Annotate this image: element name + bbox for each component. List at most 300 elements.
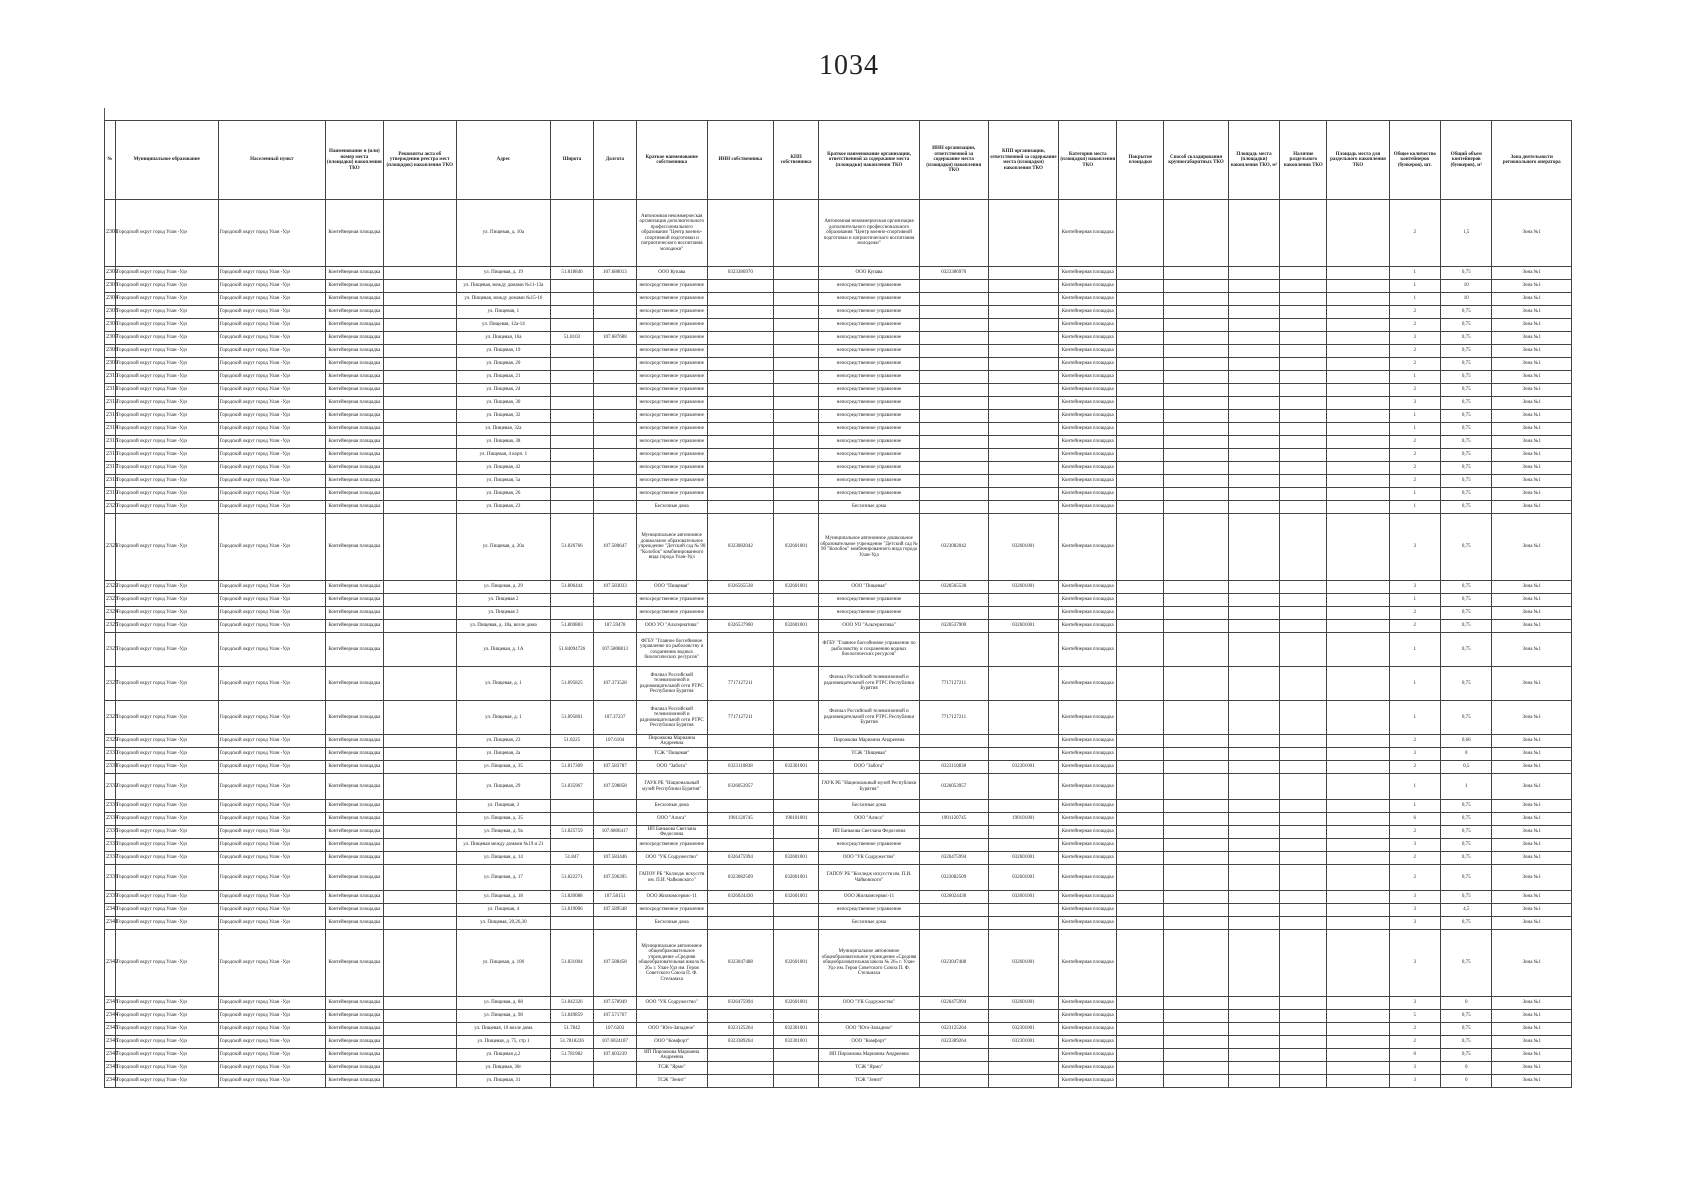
table-cell [774,501,819,514]
table-cell: Контейнерная площадка [1059,930,1117,997]
table-cell: 0323125264 [919,1023,988,1036]
header-cell: Общее количество контейнеров (бункеров), шт. [1389,121,1440,200]
table-cell [383,410,456,423]
table-cell [383,436,456,449]
table-cell: ул. Пищевая, 31 [456,1075,550,1088]
table-cell [1228,358,1279,371]
table-cell [988,332,1059,345]
table-cell [988,800,1059,813]
table-cell [1228,852,1279,865]
table-cell [593,1062,636,1075]
table-row [105,267,1572,280]
table-cell [1117,997,1164,1010]
table-cell [1327,384,1389,397]
table-cell [1228,410,1279,423]
table-cell: 2 [1389,865,1440,891]
table-cell [1228,397,1279,410]
table-cell: Контейнерная площадка [1059,1062,1117,1075]
table-cell [1228,735,1279,748]
row-number-cell: 2323 [105,594,116,607]
table-cell [1228,1075,1279,1088]
table-cell [988,904,1059,917]
table-cell: Контейнерная площадка [1059,475,1117,488]
row-number-cell: 2306 [105,319,116,332]
table-cell [1117,667,1164,701]
table-cell: Городской округ город Улан -Удэ [115,917,218,930]
table-cell: Городской округ город Улан -Удэ [218,436,325,449]
table-cell: непосредственное управление [636,384,707,397]
table-cell [383,620,456,633]
table-row [105,865,1572,891]
row-number-cell: 2336 [105,839,116,852]
table-cell: непосредственное управление [819,423,920,436]
table-cell: 1 [1389,667,1440,701]
table-cell: Контейнерная площадка [325,1062,383,1075]
table-cell: Контейнерная площадка [1059,358,1117,371]
table-cell: Зона №1 [1492,667,1572,701]
table-cell: Контейнерная площадка [1059,306,1117,319]
table-cell: 0326475994 [919,997,988,1010]
table-cell [988,397,1059,410]
table-cell [383,306,456,319]
table-row [105,701,1572,735]
table-cell [1164,306,1228,319]
table-cell: Контейнерная площадка [1059,345,1117,358]
table-cell: 107.583787 [593,761,636,774]
row-number-cell: 2333 [105,800,116,813]
table-cell [593,594,636,607]
table-cell [551,293,594,306]
row-number-cell: 2346 [105,1036,116,1049]
table-cell [1327,1010,1389,1023]
table-cell: Городской округ город Улан -Удэ [115,1062,218,1075]
table-cell [551,1075,594,1088]
table-cell: Городской округ город Улан -Удэ [115,748,218,761]
table-cell: 032601001 [988,581,1059,594]
table-cell: Контейнерная площадка [325,423,383,436]
table-cell [707,839,773,852]
table-cell: Городской округ город Улан -Удэ [115,397,218,410]
table-cell [1280,852,1327,865]
table-cell: Контейнерная площадка [1059,200,1117,267]
table-cell: Городской округ город Улан -Удэ [218,581,325,594]
table-cell [593,1075,636,1088]
table-cell: 032601001 [774,891,819,904]
table-cell [1280,761,1327,774]
table-cell: 0326537900 [707,620,773,633]
table-cell [383,501,456,514]
table-cell: 51.7842 [551,1023,594,1036]
table-cell [1117,891,1164,904]
table-cell [919,594,988,607]
table-cell: 3 [1389,891,1440,904]
table-cell [551,462,594,475]
table-cell: Контейнерная площадка [325,410,383,423]
table-cell [1280,1010,1327,1023]
table-cell: ООО "Забота" [819,761,920,774]
table-cell [1327,488,1389,501]
table-cell [1228,904,1279,917]
table-cell [1164,436,1228,449]
table-cell: 2 [1389,384,1440,397]
table-cell: Городской округ город Улан -Удэ [115,667,218,701]
table-cell: 032301001 [988,1023,1059,1036]
table-cell: Зона №1 [1492,1023,1572,1036]
table-cell: Зона №1 [1492,839,1572,852]
table-cell: Контейнерная площадка [325,332,383,345]
table-cell [1228,449,1279,462]
table-cell [1228,1023,1279,1036]
table-cell [774,200,819,267]
table-cell [593,319,636,332]
table-cell: Контейнерная площадка [325,761,383,774]
table-row [105,371,1572,384]
table-cell: Зона №1 [1492,423,1572,436]
table-cell [551,200,594,267]
table-cell: Городской округ город Улан -Удэ [115,475,218,488]
table-cell [551,449,594,462]
table-cell: 0326475994 [919,852,988,865]
table-cell: Городской округ город Улан -Удэ [115,200,218,267]
table-cell: Контейнерная площадка [325,667,383,701]
table-cell [1117,761,1164,774]
table-cell: Зона №1 [1492,1036,1572,1049]
table-cell [1228,436,1279,449]
table-cell [707,607,773,620]
table-cell: ул. Пищевая, 23 [456,735,550,748]
table-cell: ул. Пищевая, 29 [456,774,550,800]
table-cell [1327,800,1389,813]
table-cell: Городской округ город Улан -Удэ [115,280,218,293]
table-cell: Городской округ город Улан -Удэ [218,620,325,633]
table-cell: Городской округ город Улан -Удэ [218,852,325,865]
table-cell [383,997,456,1010]
table-cell [1164,607,1228,620]
table-cell: непосредственное управление [636,488,707,501]
table-cell: 2 [1389,306,1440,319]
table-cell: ул. Пищевая 3 [456,607,550,620]
table-cell [707,594,773,607]
table-cell: 51.825759 [551,826,594,839]
table-cell: Зона №1 [1492,200,1572,267]
table-cell [551,436,594,449]
table-cell [1327,1075,1389,1088]
table-cell [1228,930,1279,997]
table-cell: Городской округ город Улан -Удэ [115,332,218,345]
table-cell: 0 [1441,748,1492,761]
header-cell: КПП собственника [774,121,819,200]
table-cell: Городской округ город Улан -Удэ [218,358,325,371]
table-cell [1117,633,1164,667]
table-cell [1280,514,1327,581]
table-cell: Городской округ город Улан -Удэ [115,826,218,839]
table-cell [774,701,819,735]
table-cell: Зона №1 [1492,293,1572,306]
table-cell [551,306,594,319]
table-cell: Контейнерная площадка [325,488,383,501]
table-cell: 1 [1389,633,1440,667]
table-cell: Контейнерная площадка [325,917,383,930]
table-cell [551,319,594,332]
table-cell [551,1062,594,1075]
table-cell: Зона №1 [1492,449,1572,462]
table-cell: ул. Пищевая, д. 18а, возле дома [456,620,550,633]
table-cell [383,1036,456,1049]
table-cell: Городской округ город Улан -Удэ [115,891,218,904]
table-cell [1280,1062,1327,1075]
table-cell: 1 [1441,774,1492,800]
table-cell [1327,293,1389,306]
table-cell [1117,488,1164,501]
table-row [105,200,1572,267]
table-cell: Контейнерная площадка [325,826,383,839]
table-cell [707,735,773,748]
table-cell [551,839,594,852]
table-cell: Городской округ город Улан -Удэ [218,930,325,997]
table-cell: Зона №1 [1492,701,1572,735]
table-cell: Городской округ город Улан -Удэ [115,449,218,462]
table-cell: Контейнерная площадка [325,1049,383,1062]
table-cell [1280,917,1327,930]
table-cell: Городской округ город Улан -Удэ [115,607,218,620]
table-cell [1164,1062,1228,1075]
table-cell: ул. Пищевая, 38 [456,436,550,449]
table-cell: 1 [1389,488,1440,501]
table-row [105,735,1572,748]
table-cell: 51.831004 [551,930,594,997]
table-cell [988,735,1059,748]
table-cell [1228,306,1279,319]
table-cell: ул. Пищевая, 2а [456,748,550,761]
table-cell: 0,75 [1441,917,1492,930]
table-cell: 0 [1441,1062,1492,1075]
row-number-cell: 2327 [105,667,116,701]
table-cell: Контейнерная площадка [325,891,383,904]
table-cell: ул. Пищевая, д. 106 [456,930,550,997]
table-cell: 107.589548 [593,904,636,917]
row-number-cell: 2320 [105,501,116,514]
table-cell [1327,735,1389,748]
table-cell [707,1049,773,1062]
table-cell: ул. Пищевая, 26 [456,488,550,501]
table-cell [593,839,636,852]
table-cell [707,384,773,397]
table-cell: ул. Пищевая, 16а [456,332,550,345]
table-cell: Контейнерная площадка [1059,620,1117,633]
table-cell [919,358,988,371]
table-cell: ул. Пищевая, д. 35 [456,813,550,826]
table-cell: 2 [1389,436,1440,449]
table-cell [988,345,1059,358]
table-cell [1280,423,1327,436]
table-cell [707,280,773,293]
table-cell [919,501,988,514]
table-cell: Зона №1 [1492,748,1572,761]
table-cell [1164,423,1228,436]
table-cell [593,462,636,475]
table-cell [551,345,594,358]
table-cell: ФГБУ "Главное бассейновое управление по рыболовству и сохранению водных биологических ресурсов" [819,633,920,667]
table-cell [919,423,988,436]
table-cell [593,488,636,501]
table-row [105,667,1572,701]
table-cell [1117,1010,1164,1023]
table-cell [707,423,773,436]
table-cell: 1 [1389,371,1440,384]
table-cell: Городской округ город Улан -Удэ [218,865,325,891]
table-cell [1164,501,1228,514]
table-cell: 3 [1389,397,1440,410]
table-cell: 0,75 [1441,501,1492,514]
table-body [105,200,1572,1088]
table-cell [1164,449,1228,462]
row-number-cell: 2307 [105,332,116,345]
table-cell [774,735,819,748]
table-cell [1164,345,1228,358]
table-cell: Бесхозные дома [636,501,707,514]
table-cell: Филиал Российской телевизионной и радиовещательной сети РТРС Республики Бурятия [819,667,920,701]
table-cell [1280,607,1327,620]
table-cell: Пирожкова Марианна Андреевна [819,735,920,748]
table-cell: 3 [1389,1075,1440,1088]
header-cell: Широта [551,121,594,200]
table-cell: Городской округ город Улан -Удэ [115,1036,218,1049]
table-cell [1164,514,1228,581]
row-number-cell: 2317 [105,462,116,475]
table-cell: Контейнерная площадка [1059,594,1117,607]
table-cell: 3 [1389,514,1440,581]
table-cell [774,449,819,462]
table-cell [1228,514,1279,581]
table-cell [1164,997,1228,1010]
table-cell: 2 [1389,735,1440,748]
table-cell: Городской округ город Улан -Удэ [218,633,325,667]
table-cell [1327,839,1389,852]
table-cell: Городской округ город Улан -Удэ [218,306,325,319]
row-number-cell: 2319 [105,488,116,501]
table-cell: Городской округ город Улан -Удэ [115,735,218,748]
table-cell: 2 [1389,607,1440,620]
table-cell [1117,319,1164,332]
table-cell: Контейнерная площадка [325,748,383,761]
table-cell: Контейнерная площадка [325,930,383,997]
table-cell: Городской округ город Улан -Удэ [115,701,218,735]
row-number-cell: 2311 [105,384,116,397]
table-cell [919,488,988,501]
table-cell [383,667,456,701]
table-cell: 4,5 [1441,904,1492,917]
table-cell: ТСЖ "Ярмо" [819,1062,920,1075]
table-cell: Контейнерная площадка [325,865,383,891]
table-cell [1117,800,1164,813]
table-cell: Контейнерная площадка [325,371,383,384]
table-cell [919,904,988,917]
table-cell: 0323047488 [919,930,988,997]
table-cell [1327,826,1389,839]
table-cell [1117,620,1164,633]
header-cell: № [105,121,116,200]
table-cell [383,371,456,384]
table-cell [1327,852,1389,865]
table-cell [1280,667,1327,701]
row-number-cell: 2322 [105,581,116,594]
table-cell [383,813,456,826]
table-cell: 107.58151 [593,891,636,904]
table-cell: ООО "УК Содружество" [636,852,707,865]
table-cell [1280,594,1327,607]
table-cell: 032601001 [774,997,819,1010]
table-cell: Городской округ город Улан -Удэ [218,813,325,826]
table-cell: Городской округ город Улан -Удэ [115,594,218,607]
table-cell: непосредственное управление [819,358,920,371]
table-cell: Городской округ город Улан -Удэ [115,852,218,865]
table-cell: Городской округ город Улан -Удэ [218,397,325,410]
table-cell: Контейнерная площадка [325,449,383,462]
table-cell: 2 [1389,358,1440,371]
table-row [105,462,1572,475]
table-cell [593,813,636,826]
table-cell: Городской округ город Улан -Удэ [218,839,325,852]
table-cell: непосредственное управление [636,436,707,449]
table-cell [919,462,988,475]
table-cell [593,436,636,449]
table-cell [988,371,1059,384]
table-cell [1280,410,1327,423]
table-cell: 6 [1389,813,1440,826]
table-cell [1117,514,1164,581]
table-cell: 1 [1389,501,1440,514]
table-cell: непосредственное управление [819,280,920,293]
row-number-cell: 2315 [105,436,116,449]
table-cell: ООО "Комфорт" [819,1036,920,1049]
table-cell [383,462,456,475]
table-cell [383,449,456,462]
table-cell: 107.571767 [593,1010,636,1023]
table-cell: Зона №1 [1492,319,1572,332]
table-cell [774,748,819,761]
table-cell [1117,475,1164,488]
row-number-cell: 2340 [105,904,116,917]
table-cell: Зона №1 [1492,891,1572,904]
table-cell: Городской округ город Улан -Удэ [115,1023,218,1036]
table-cell: 0,75 [1441,1049,1492,1062]
table-cell [593,397,636,410]
table-cell: Городской округ город Улан -Удэ [218,800,325,813]
table-cell: Городской округ город Улан -Удэ [115,488,218,501]
table-cell [1117,1062,1164,1075]
table-cell [919,200,988,267]
table-cell [1117,200,1164,267]
table-cell: 0,66 [1441,735,1492,748]
table-cell: 107.37237 [593,701,636,735]
table-cell [1228,774,1279,800]
table-cell [1228,462,1279,475]
header-cell: Населенный пункт [218,121,325,200]
table-cell: 0,75 [1441,620,1492,633]
table-cell [1117,865,1164,891]
table-cell [383,581,456,594]
table-cell: Контейнерная площадка [1059,371,1117,384]
table-cell: непосредственное управление [636,475,707,488]
table-cell [1327,761,1389,774]
table-cell: Зона №1 [1492,633,1572,667]
table-cell: Городской округ город Улан -Удэ [115,761,218,774]
table-cell: Зона №1 [1492,800,1572,813]
table-cell: 032601001 [774,852,819,865]
table-row [105,633,1572,667]
table-cell: Контейнерная площадка [1059,917,1117,930]
table-cell [1228,501,1279,514]
